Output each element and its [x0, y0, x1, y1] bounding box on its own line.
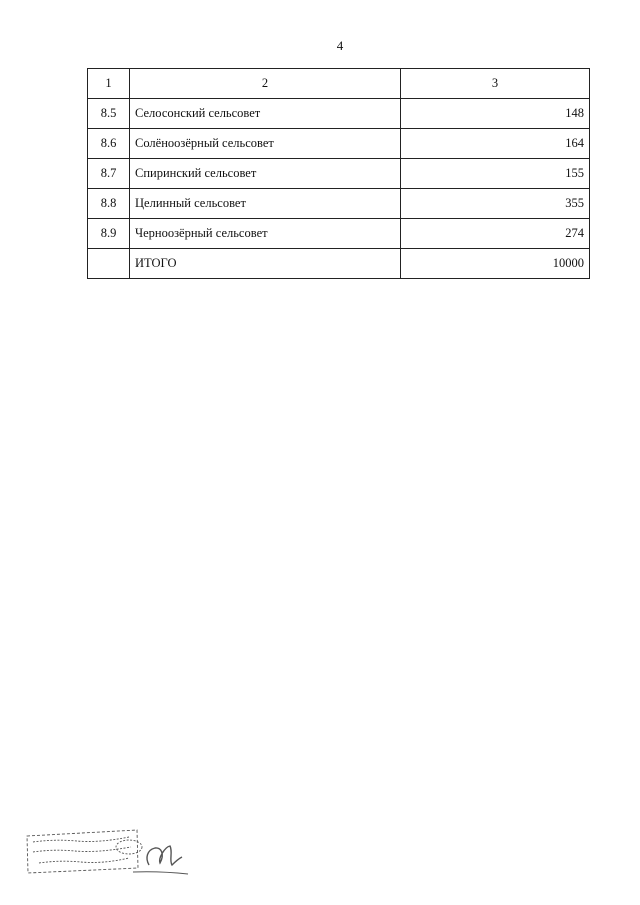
- table-row: [88, 159, 590, 189]
- column-header-1: 1: [88, 69, 130, 99]
- table-row: [88, 219, 590, 249]
- row-value: 10000: [401, 249, 590, 279]
- row-value: 155: [401, 159, 590, 189]
- row-number: 8.8: [88, 189, 130, 219]
- table-row: [88, 99, 590, 129]
- row-number: 8.7: [88, 159, 130, 189]
- row-name: Селосонский сельсовет: [130, 99, 401, 129]
- row-name: Спиринский сельсовет: [130, 159, 401, 189]
- table-header-row: [88, 69, 590, 99]
- row-name: Целинный сельсовет: [130, 189, 401, 219]
- row-name: Солёноозёрный сельсовет: [130, 129, 401, 159]
- row-value: 164: [401, 129, 590, 159]
- table-total-row: [88, 249, 590, 279]
- page-number: 4: [336, 38, 344, 53]
- row-value: 355: [401, 189, 590, 219]
- table-row: [88, 189, 590, 219]
- data-table: [87, 68, 590, 279]
- row-name: ИТОГО: [130, 249, 401, 279]
- row-number: 8.9: [88, 219, 130, 249]
- row-value: 274: [401, 219, 590, 249]
- row-number: [88, 249, 130, 279]
- row-value: 148: [401, 99, 590, 129]
- table-row: [88, 129, 590, 159]
- row-name: Черноозёрный сельсовет: [130, 219, 401, 249]
- row-number: 8.5: [88, 99, 130, 129]
- approval-stamp-with-signature: [25, 828, 190, 880]
- column-header-2: 2: [130, 69, 401, 99]
- column-header-3: 3: [401, 69, 590, 99]
- row-number: 8.6: [88, 129, 130, 159]
